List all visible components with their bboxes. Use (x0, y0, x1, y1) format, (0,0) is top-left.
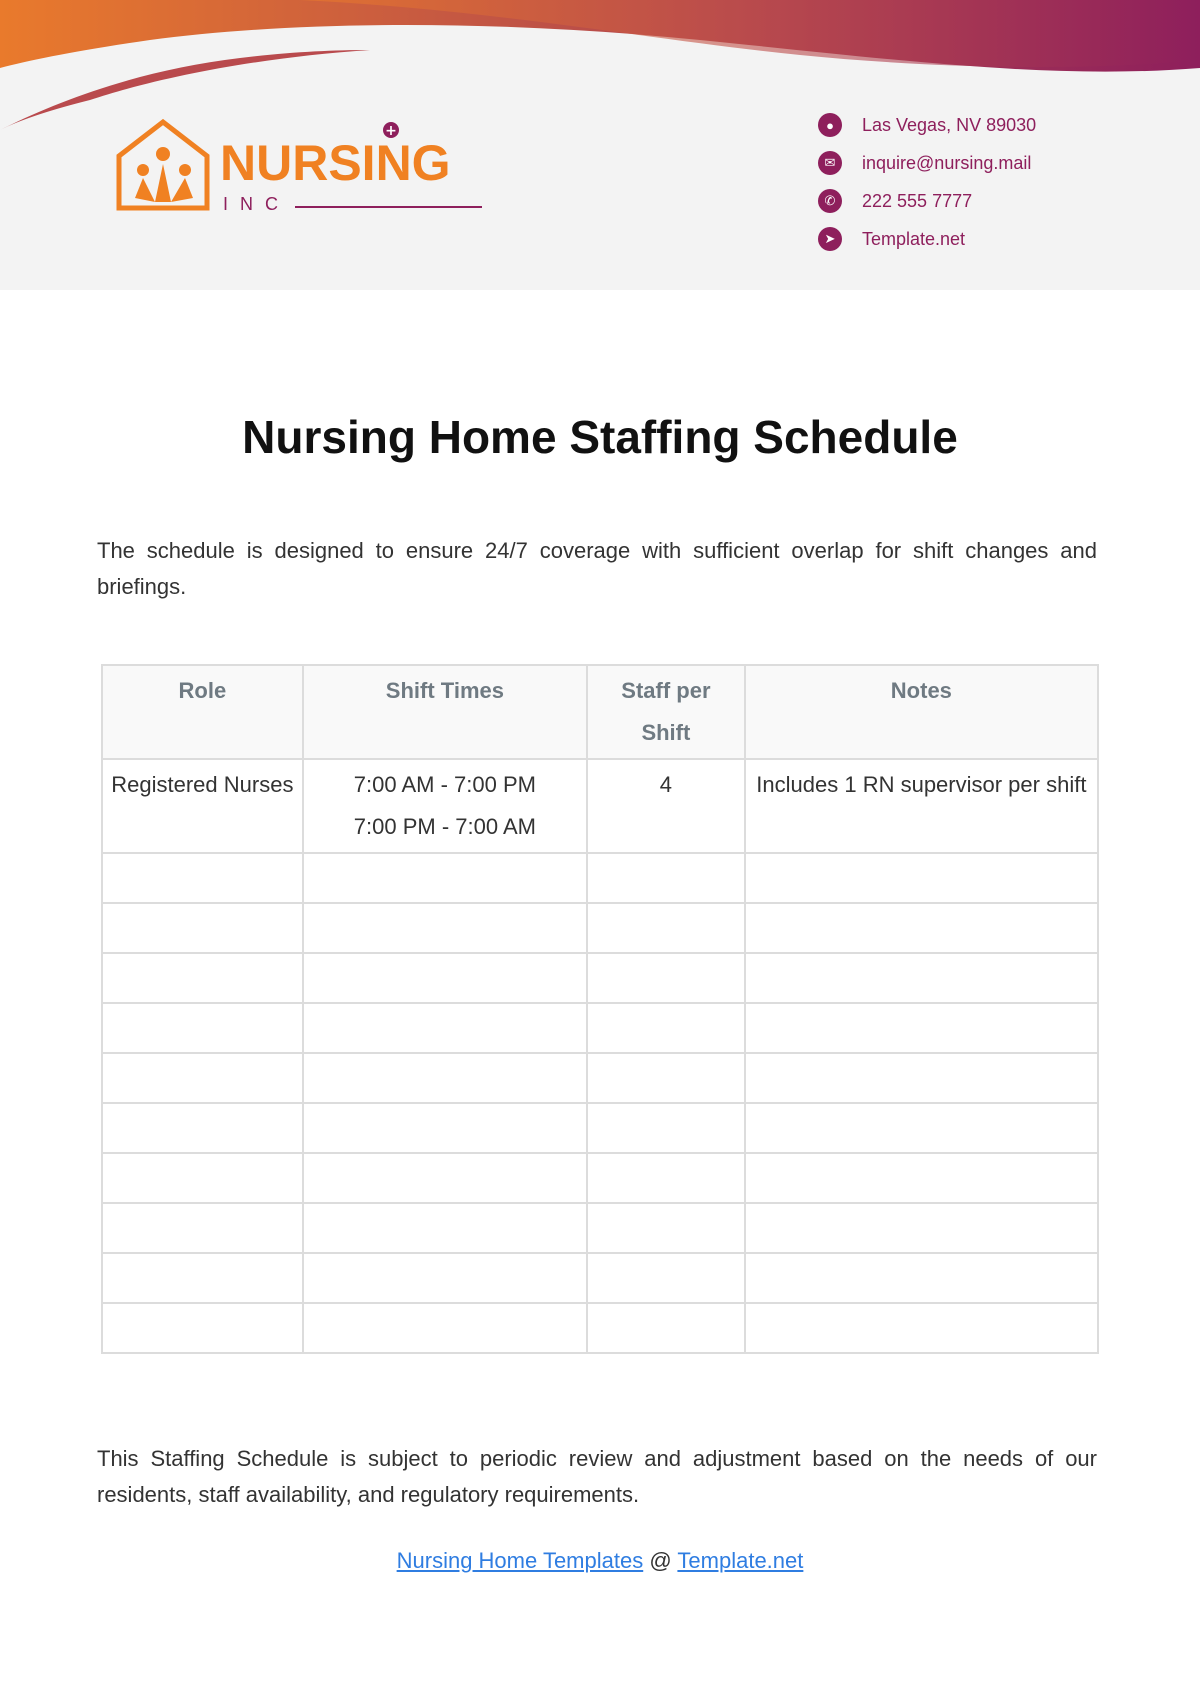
empty-cell (745, 1003, 1098, 1053)
contact-info (818, 106, 1036, 258)
empty-cell (587, 1303, 745, 1353)
cursor-icon: ➤ (818, 227, 842, 251)
empty-cell (587, 903, 745, 953)
header-notes: Notes (745, 665, 1098, 759)
empty-table-row (102, 1303, 1098, 1353)
closing-paragraph: This Staffing Schedule is subject to periodic review and adjustment based on the needs of our residents, staff availability, and regulatory requirements. (97, 1446, 1097, 1507)
svg-text:NURSING: NURSING (220, 135, 451, 191)
empty-cell (102, 1103, 303, 1153)
cell-notes: Includes 1 RN supervisor per shift (745, 759, 1098, 853)
empty-cell (745, 1203, 1098, 1253)
empty-table-row (102, 1153, 1098, 1203)
mail-icon: ✉ (818, 151, 842, 175)
empty-cell (303, 853, 587, 903)
intro-paragraph: The schedule is designed to ensure 24/7 coverage with sufficient overlap for shift changes and briefings. (97, 538, 1097, 599)
contact-phone: ✆ 222 555 7777 (818, 182, 1036, 220)
empty-cell (102, 1053, 303, 1103)
staffing-table (101, 664, 1099, 1354)
empty-table-row (102, 853, 1098, 903)
svg-text:+: + (385, 123, 397, 139)
empty-cell (102, 903, 303, 953)
table-header-row (102, 665, 1098, 759)
cell-shift-times (303, 759, 587, 853)
shift-night: 7:00 PM - 7:00 AM (353, 814, 536, 839)
header-staff-per-shift: Staff per Shift (587, 665, 745, 759)
empty-cell (303, 1003, 587, 1053)
empty-table-row (102, 1253, 1098, 1303)
empty-cell (587, 1053, 745, 1103)
contact-address: ● Las Vegas, NV 89030 (818, 106, 1036, 144)
empty-cell (102, 953, 303, 1003)
template-net-link[interactable]: Template.net (677, 1548, 804, 1573)
empty-cell (102, 1253, 303, 1303)
svg-text:INC: INC (223, 194, 290, 214)
empty-cell (102, 1003, 303, 1053)
table-row (102, 759, 1098, 853)
footer-separator: @ (649, 1548, 672, 1573)
empty-table-row (102, 1103, 1098, 1153)
empty-cell (102, 1303, 303, 1353)
empty-cell (587, 1003, 745, 1053)
empty-cell (587, 1153, 745, 1203)
empty-cell (745, 903, 1098, 953)
phone-icon: ✆ (818, 189, 842, 213)
header-shift-times: Shift Times (303, 665, 587, 759)
logo (115, 118, 495, 223)
empty-cell (303, 1303, 587, 1353)
contact-email: ✉ inquire@nursing.mail (818, 144, 1036, 182)
empty-cell (587, 953, 745, 1003)
empty-cell (745, 1103, 1098, 1153)
empty-cell (303, 1153, 587, 1203)
empty-cell (587, 853, 745, 903)
empty-table-row (102, 1003, 1098, 1053)
empty-cell (745, 1053, 1098, 1103)
empty-cell (303, 1053, 587, 1103)
empty-cell (303, 1253, 587, 1303)
empty-table-row (102, 1203, 1098, 1253)
empty-table-row (102, 903, 1098, 953)
empty-cell (745, 853, 1098, 903)
header-role: Role (102, 665, 303, 759)
empty-cell (303, 1103, 587, 1153)
templates-link[interactable]: Nursing Home Templates (396, 1548, 644, 1573)
contact-website: ➤ Template.net (818, 220, 1036, 258)
empty-cell (745, 1253, 1098, 1303)
letterhead (0, 0, 1200, 290)
shift-day: 7:00 AM - 7:00 PM (353, 772, 536, 797)
empty-cell (303, 1203, 587, 1253)
cell-staff: 4 (587, 759, 745, 853)
empty-cell (303, 953, 587, 1003)
empty-table-row (102, 1053, 1098, 1103)
empty-cell (102, 1203, 303, 1253)
footer (0, 1548, 1200, 1574)
page-title: Nursing Home Staffing Schedule (242, 411, 958, 463)
empty-table-row (102, 953, 1098, 1003)
empty-cell (303, 903, 587, 953)
empty-cell (745, 953, 1098, 1003)
empty-cell (102, 1153, 303, 1203)
empty-cell (587, 1203, 745, 1253)
empty-cell (587, 1253, 745, 1303)
empty-cell (587, 1103, 745, 1153)
empty-cell (745, 1153, 1098, 1203)
cell-role: Registered Nurses (102, 759, 303, 853)
location-pin-icon: ● (818, 113, 842, 137)
empty-cell (102, 853, 303, 903)
empty-cell (745, 1303, 1098, 1353)
